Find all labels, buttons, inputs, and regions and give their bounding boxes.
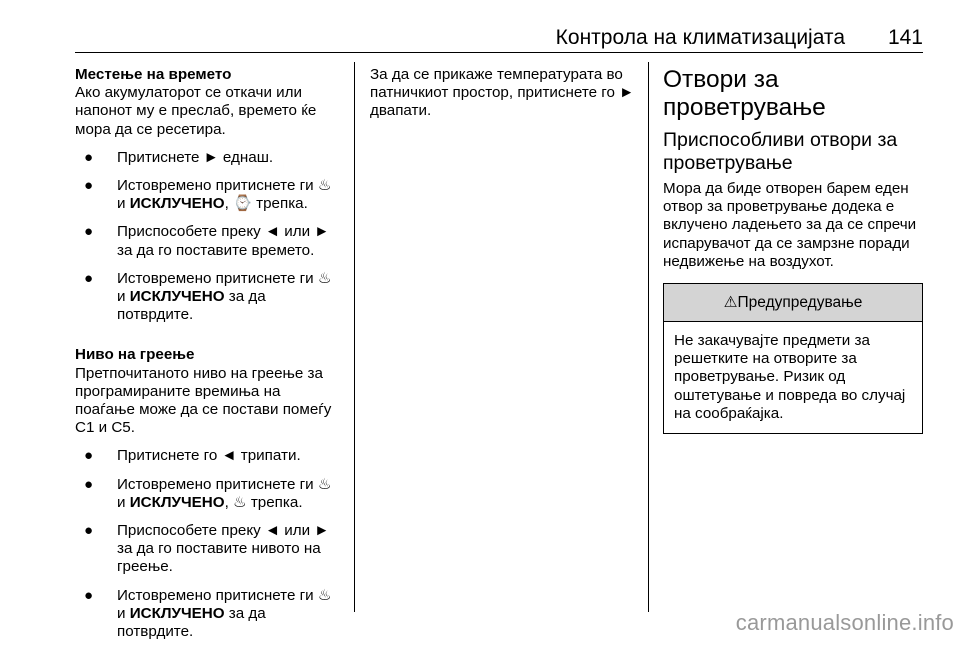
section-subtitle-adjustable-vents: Приспособливи отвори за проветрување bbox=[663, 129, 898, 174]
column-divider-2 bbox=[648, 62, 649, 612]
section-intro-heating: Претпочитаното ниво на греење за програмираните времиња на поаѓање може да се постави помеѓу C1 и C5. bbox=[75, 364, 332, 437]
list-item-text: Истовремено притиснете ги ♨ и bbox=[117, 586, 332, 622]
column-3 bbox=[663, 66, 925, 434]
list-item-text: , ⌚ трепка. bbox=[224, 195, 308, 213]
list-item-text: Притиснете го ◄ трипати. bbox=[117, 447, 301, 465]
header-rule bbox=[75, 52, 923, 53]
bullet-icon: ● bbox=[84, 475, 94, 493]
warning-triangle-icon: ⚠ bbox=[723, 294, 738, 312]
off-button-label: ИСКЛУЧЕНО bbox=[129, 288, 225, 306]
column-2 bbox=[370, 66, 636, 121]
list-item bbox=[75, 476, 343, 512]
bullet-icon: ● bbox=[84, 447, 94, 465]
page-number: 141 bbox=[887, 26, 923, 49]
off-button-label: ИСКЛУЧЕНО bbox=[129, 493, 225, 511]
warning-title: Предупредување bbox=[737, 294, 863, 312]
bullet-icon: ● bbox=[84, 586, 94, 604]
list-item-text: Истовремено притиснете ги ♨ и bbox=[117, 269, 332, 306]
watermark: carmanualsonline.info bbox=[735, 610, 954, 635]
list-item bbox=[75, 587, 343, 642]
bullet-icon: ● bbox=[84, 223, 94, 241]
temperature-instruction: За да се прикаже температурата во патничкиот простор, притиснете го ► двапати. bbox=[370, 66, 635, 120]
column-1 bbox=[75, 66, 343, 651]
heating-steps-list bbox=[75, 447, 343, 641]
header-title: Контрола на климатизацијата bbox=[555, 26, 845, 49]
bullet-icon: ● bbox=[84, 269, 94, 287]
section-title-vents: Отвори за проветрување bbox=[663, 66, 826, 121]
warning-text: Не закачувајте предмети за решетките на отворите за проветрување. Ризик од оштетување и повреда во случај на сообраќајка. bbox=[674, 332, 906, 422]
list-item-text: , ♨ трепка. bbox=[224, 493, 303, 511]
list-item-text: за да потврдите. bbox=[117, 604, 266, 641]
list-item-text: Притиснете ► еднаш. bbox=[117, 148, 274, 166]
section-intro-time: Ако акумулаторот се откачи или напонот му е преслаб, времето ќе мора да се ресетира. bbox=[75, 84, 317, 138]
column-divider-1 bbox=[354, 62, 355, 612]
list-item-text: Истовремено притиснете ги ♨ и bbox=[117, 177, 332, 213]
section-heading-time: Местење на времето bbox=[75, 66, 232, 83]
off-button-label: ИСКЛУЧЕНО bbox=[129, 195, 225, 213]
list-item-text: Приспособете преку ◄ или ► за да го поставите нивото на греење. bbox=[117, 522, 330, 576]
list-item bbox=[75, 522, 343, 577]
off-button-label: ИСКЛУЧЕНО bbox=[129, 604, 225, 622]
page-header bbox=[75, 26, 923, 50]
vents-body-text: Мора да биде отворен барем еден отвор за проветрување додека е вклучено ладењето за да се спречи испарувачот да се замрзне поради недвижење на воздухот. bbox=[663, 180, 917, 270]
time-steps-list bbox=[75, 149, 343, 325]
bullet-icon: ● bbox=[84, 177, 94, 195]
list-item-text: за да потврдите. bbox=[117, 288, 266, 324]
list-item bbox=[75, 177, 343, 213]
list-item-text: Приспособете преку ◄ или ► за да го поставите времето. bbox=[117, 223, 330, 259]
list-item bbox=[75, 223, 343, 259]
bullet-icon: ● bbox=[84, 522, 94, 540]
warning-header bbox=[664, 284, 922, 322]
list-item bbox=[75, 149, 343, 167]
list-item-text: Истовремено притиснете ги ♨ и bbox=[117, 475, 332, 511]
list-item bbox=[75, 270, 343, 325]
warning-box bbox=[663, 283, 923, 434]
bullet-icon: ● bbox=[84, 148, 94, 166]
section-heading-heating: Ниво на греење bbox=[75, 346, 195, 364]
list-item bbox=[75, 447, 343, 465]
